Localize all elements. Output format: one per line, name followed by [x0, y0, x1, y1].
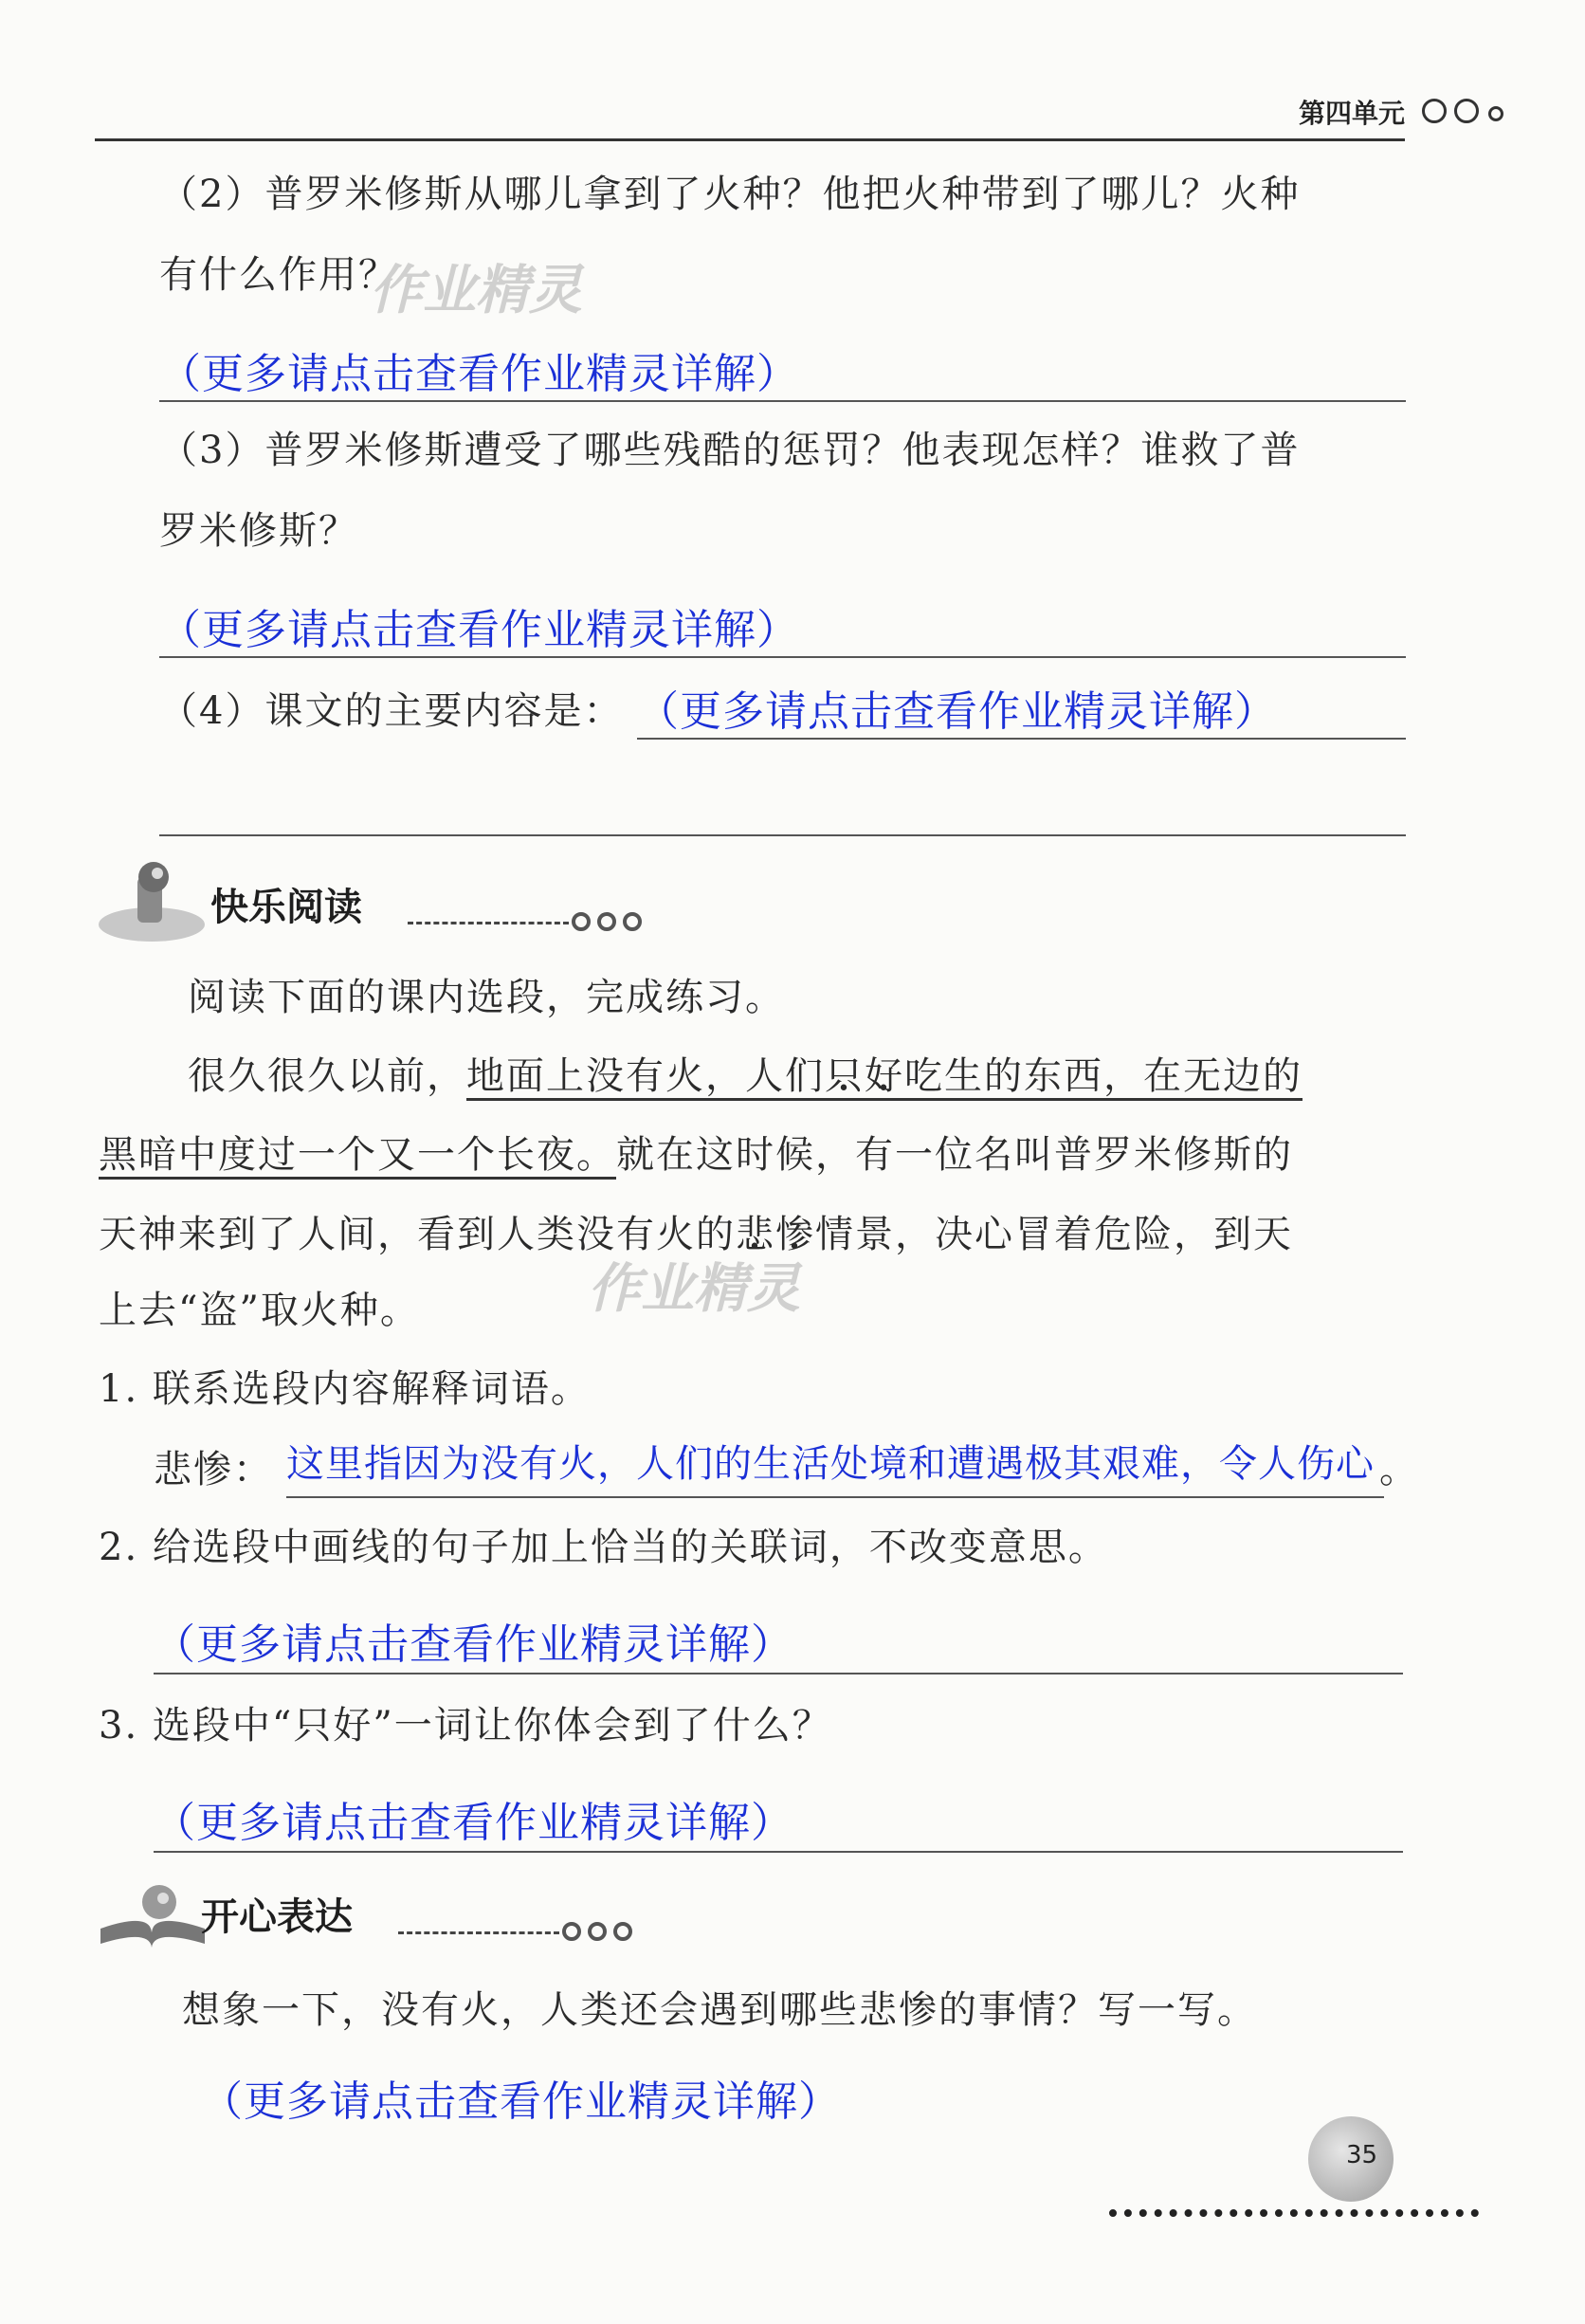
page-number: 35 [1346, 2141, 1378, 2169]
watermark: 作业精灵 [370, 260, 582, 321]
more-link-ex3[interactable]: （更多请点击查看作业精灵详解） [154, 1799, 793, 1847]
open-book-icon [93, 1870, 211, 1955]
more-link-expression[interactable]: （更多请点击查看作业精灵详解） [201, 2077, 841, 2126]
header-circle-icon [1488, 106, 1503, 121]
more-link-q2[interactable]: （更多请点击查看作业精灵详解） [159, 350, 799, 398]
unit-title: 第四单元 [1298, 98, 1405, 129]
exercise-2: 2. 给选段中画线的句子加上恰当的关联词，不改变意思。 [99, 1526, 1108, 1569]
section-title-happy-expression: 开心表达 [201, 1895, 353, 1939]
section-dot-icon [562, 1922, 581, 1941]
question-2-line1: （2）普罗米修斯从哪儿拿到了火种？他把火种带到了哪儿？火种 [159, 173, 1301, 216]
answer-line [159, 834, 1406, 836]
watermark: 作业精灵 [588, 1258, 800, 1320]
answer-line [154, 1851, 1403, 1853]
answer-line [154, 1673, 1403, 1674]
section-dash [408, 922, 569, 924]
more-link-q4[interactable]: （更多请点击查看作业精灵详解） [637, 687, 1277, 736]
passage-text: 天神来到了人间，看到人类没有火的 [99, 1213, 736, 1256]
emphasis-char: 悲 [736, 1213, 775, 1256]
question-4-label: （4）课文的主要内容是： [159, 689, 624, 733]
exercise-1-period: 。 [1379, 1448, 1419, 1491]
header-rule [95, 138, 1405, 141]
section-dot-icon [597, 912, 616, 931]
section-dash [398, 1931, 559, 1934]
reading-instruction: 阅读下面的课内选段，完成练习。 [188, 976, 785, 1019]
passage-line1 [188, 1054, 1303, 1098]
more-link-ex2[interactable]: （更多请点击查看作业精灵详解） [154, 1620, 793, 1669]
answer-line [159, 656, 1406, 658]
question-3-line2: 罗米修斯？ [159, 509, 358, 553]
underlined-sentence [466, 1054, 1303, 1101]
section-dot-icon [588, 1922, 607, 1941]
passage-line2 [99, 1133, 1293, 1177]
emphasis-char: 惨 [775, 1213, 815, 1256]
question-3-line1: （3）普罗米修斯遭受了哪些残酷的惩罚？他表现怎样？谁救了普 [159, 429, 1301, 472]
footer-dots [1109, 2209, 1479, 2217]
section-dot-icon [623, 912, 642, 931]
more-link-q3[interactable]: （更多请点击查看作业精灵详解） [159, 606, 799, 654]
header-circle-icon [1422, 99, 1447, 123]
exercise-1: 1. 联系选段内容解释词语。 [99, 1367, 591, 1411]
exercise-3: 3. 选段中“只好”一词让你体会到了什么？ [99, 1704, 832, 1748]
emphasis-char: 只 [825, 1054, 865, 1098]
section-dot-icon [572, 912, 591, 931]
passage-text: 就在这时候，有一位名叫普罗米修斯的 [616, 1133, 1293, 1177]
underlined-text: 吃生的东西，在无边的 [904, 1054, 1303, 1098]
passage-line4: 上去“盗”取火种。 [99, 1289, 420, 1332]
header-circle-icon [1454, 99, 1479, 123]
emphasis-char: 好 [865, 1054, 904, 1098]
page-number-badge [1308, 2116, 1394, 2202]
section-dot-icon [613, 1922, 632, 1941]
question-2-line2: 有什么作用？ [159, 253, 398, 297]
exercise-1-answer: 这里指因为没有火，人们的生活处境和遭遇极其艰难，令人伤心 [286, 1442, 1375, 1486]
answer-line [286, 1496, 1384, 1498]
answer-line [637, 738, 1406, 740]
expression-prompt: 想象一下，没有火，人类还会遇到哪些悲惨的事情？写一写。 [182, 1988, 1257, 2032]
passage-text: 很久很久以前， [188, 1054, 466, 1098]
answer-line [159, 400, 1406, 402]
underlined-sentence: 黑暗中度过一个又一个长夜。 [99, 1133, 616, 1180]
section-title-happy-reading: 快乐阅读 [210, 886, 362, 929]
reading-lamp-icon [95, 858, 218, 948]
passage-text: 情景，决心冒着危险，到天 [815, 1213, 1293, 1256]
underlined-text: 地面上没有火，人们 [466, 1054, 825, 1098]
exercise-1-label: 悲惨： [154, 1448, 273, 1491]
